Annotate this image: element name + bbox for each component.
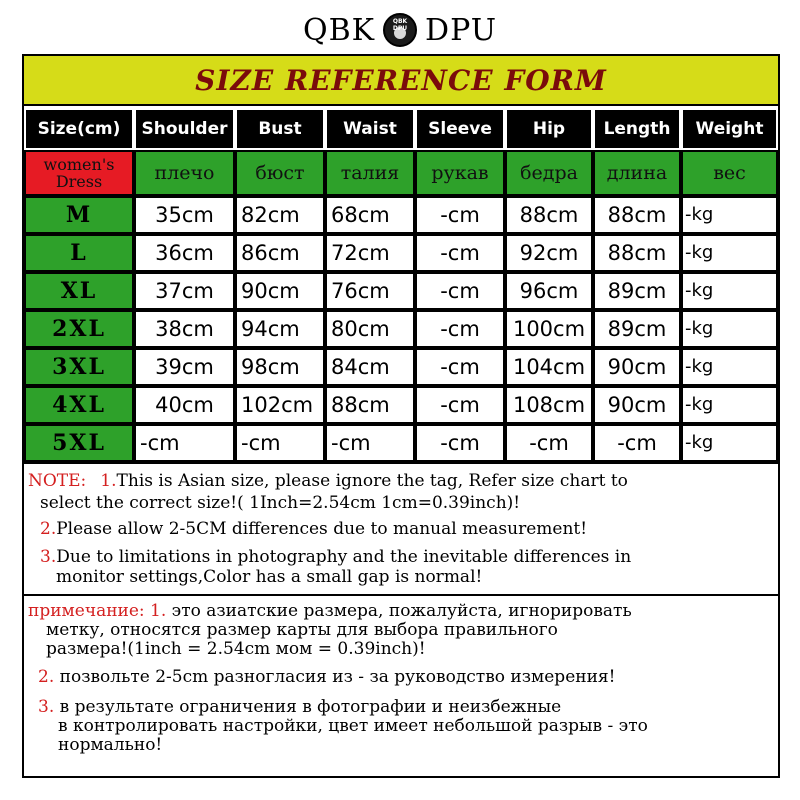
header-length: Length	[593, 108, 681, 150]
table-row	[24, 272, 778, 310]
length-value: 90cm	[593, 386, 681, 424]
header-weight: Weight	[681, 108, 778, 150]
note-3-text-1: Due to limitations in photography and the inevitable differences in	[56, 547, 632, 567]
note-1-line-1	[28, 472, 628, 491]
ru-header-waist: талия	[325, 150, 415, 196]
length-value: 89cm	[593, 310, 681, 348]
shoulder-value: 36cm	[134, 234, 235, 272]
ru-header-weight: вес	[681, 150, 778, 196]
ru-header-bust: бюст	[235, 150, 325, 196]
shoulder-value: 35cm	[134, 196, 235, 234]
waist-value: 68cm	[325, 196, 415, 234]
hip-value: -cm	[505, 424, 593, 462]
sleeve-value: -cm	[415, 196, 505, 234]
size-label: XL	[24, 272, 134, 310]
note-3-line-2: monitor settings,Color has a small gap is normal!	[56, 567, 483, 587]
ru-note-1-line-3: размера!(1inch = 2.54cm мом = 0.39inch)!	[46, 639, 426, 659]
length-value: 90cm	[593, 348, 681, 386]
header-shoulder: Shoulder	[134, 108, 235, 150]
header-size: Size(cm)	[24, 108, 134, 150]
bust-value: 82cm	[235, 196, 325, 234]
english-notes	[24, 462, 778, 596]
note-2	[40, 520, 587, 539]
bust-value: -cm	[235, 424, 325, 462]
hip-value: 88cm	[505, 196, 593, 234]
ru-note-1-line-2: метку, относятся размер карты для выбора правильного	[46, 620, 558, 640]
hip-value: 104cm	[505, 348, 593, 386]
note-2-number: 2.	[40, 519, 57, 539]
ru-note-3-line-2: в контролировать настройки, цвет имеет небольшой разрыв - это	[58, 716, 648, 736]
waist-value: 80cm	[325, 310, 415, 348]
ru-note-label: примечание: 1.	[28, 601, 167, 621]
size-label: 3XL	[24, 348, 134, 386]
size-label: 2XL	[24, 310, 134, 348]
sleeve-value: -cm	[415, 424, 505, 462]
ru-note-3-number: 3.	[38, 697, 55, 717]
header-row	[24, 108, 778, 150]
shoulder-value: 40cm	[134, 386, 235, 424]
note-3-line-1	[40, 548, 631, 567]
note-1-text-1: This is Asian size, please ignore the tag, Refer size chart to	[116, 471, 628, 491]
sleeve-value: -cm	[415, 234, 505, 272]
dress-label-line1: women's	[43, 155, 115, 174]
russian-header-row	[24, 150, 778, 196]
sleeve-value: -cm	[415, 310, 505, 348]
note-label: NOTE:	[28, 471, 87, 491]
ru-note-1-text-1: это азиатские размера, пожалуйста, игнорировать	[166, 601, 632, 621]
shoulder-value: 38cm	[134, 310, 235, 348]
header-waist: Waist	[325, 108, 415, 150]
size-label: 4XL	[24, 386, 134, 424]
sleeve-value: -cm	[415, 272, 505, 310]
table-row	[24, 310, 778, 348]
ru-note-2	[38, 668, 615, 687]
waist-value: 88cm	[325, 386, 415, 424]
bust-value: 90cm	[235, 272, 325, 310]
hip-value: 100cm	[505, 310, 593, 348]
length-value: -cm	[593, 424, 681, 462]
header-sleeve: Sleeve	[415, 108, 505, 150]
ru-note-3-line-3: нормально!	[58, 735, 163, 755]
weight-value: -kg	[681, 424, 778, 462]
hip-value: 92cm	[505, 234, 593, 272]
page-title: SIZE REFERENCE FORM	[195, 63, 607, 97]
sleeve-value: -cm	[415, 386, 505, 424]
weight-value: -kg	[681, 272, 778, 310]
ru-note-1-line-1	[28, 602, 632, 621]
title-bar	[24, 56, 778, 106]
weight-value: -kg	[681, 234, 778, 272]
ru-note-2-number: 2.	[38, 667, 55, 687]
ru-note-3-text-1: в результате ограничения в фотографии и неизбежные	[54, 697, 562, 717]
brand-header	[0, 8, 800, 52]
size-label: M	[24, 196, 134, 234]
brand-name-left: QBK	[302, 12, 376, 48]
table-row	[24, 348, 778, 386]
ru-header-sleeve: рукав	[415, 150, 505, 196]
hip-value: 108cm	[505, 386, 593, 424]
length-value: 89cm	[593, 272, 681, 310]
bust-value: 102cm	[235, 386, 325, 424]
bust-value: 94cm	[235, 310, 325, 348]
size-label: 5XL	[24, 424, 134, 462]
shoulder-value: 39cm	[134, 348, 235, 386]
note-1-line-2: select the correct size!( 1Inch=2.54cm 1cm=0.39inch)!	[40, 493, 521, 513]
brand-seal-text: QBK DPU	[392, 18, 408, 32]
weight-value: -kg	[681, 386, 778, 424]
sleeve-value: -cm	[415, 348, 505, 386]
brand-seal-logo	[383, 13, 417, 47]
ru-header-shoulder: плечо	[134, 150, 235, 196]
waist-value: -cm	[325, 424, 415, 462]
length-value: 88cm	[593, 196, 681, 234]
weight-value: -kg	[681, 348, 778, 386]
weight-value: -kg	[681, 196, 778, 234]
bust-value: 86cm	[235, 234, 325, 272]
length-value: 88cm	[593, 234, 681, 272]
table-row	[24, 386, 778, 424]
shoulder-value: 37cm	[134, 272, 235, 310]
note-2-text: Please allow 2-5CM differences due to manual measurement!	[56, 519, 588, 539]
ru-note-3-line-1	[38, 698, 561, 717]
table-row	[24, 234, 778, 272]
note-3-number: 3.	[40, 547, 57, 567]
size-label: L	[24, 234, 134, 272]
header-hip: Hip	[505, 108, 593, 150]
table-row	[24, 196, 778, 234]
brand-name-right: DPU	[425, 12, 498, 48]
ru-header-hip: бедра	[505, 150, 593, 196]
header-womens-dress	[24, 150, 134, 196]
note-1-number: 1.	[100, 471, 117, 491]
russian-notes	[24, 596, 778, 776]
bust-value: 98cm	[235, 348, 325, 386]
hip-value: 96cm	[505, 272, 593, 310]
ru-header-length: длина	[593, 150, 681, 196]
weight-value: -kg	[681, 310, 778, 348]
table-row	[24, 424, 778, 462]
waist-value: 72cm	[325, 234, 415, 272]
ru-note-2-text: позвольте 2-5cm разногласия из - за руководство измерения!	[54, 667, 616, 687]
header-bust: Bust	[235, 108, 325, 150]
waist-value: 84cm	[325, 348, 415, 386]
waist-value: 76cm	[325, 272, 415, 310]
dress-label-line2: Dress	[55, 172, 103, 191]
shoulder-value: -cm	[134, 424, 235, 462]
